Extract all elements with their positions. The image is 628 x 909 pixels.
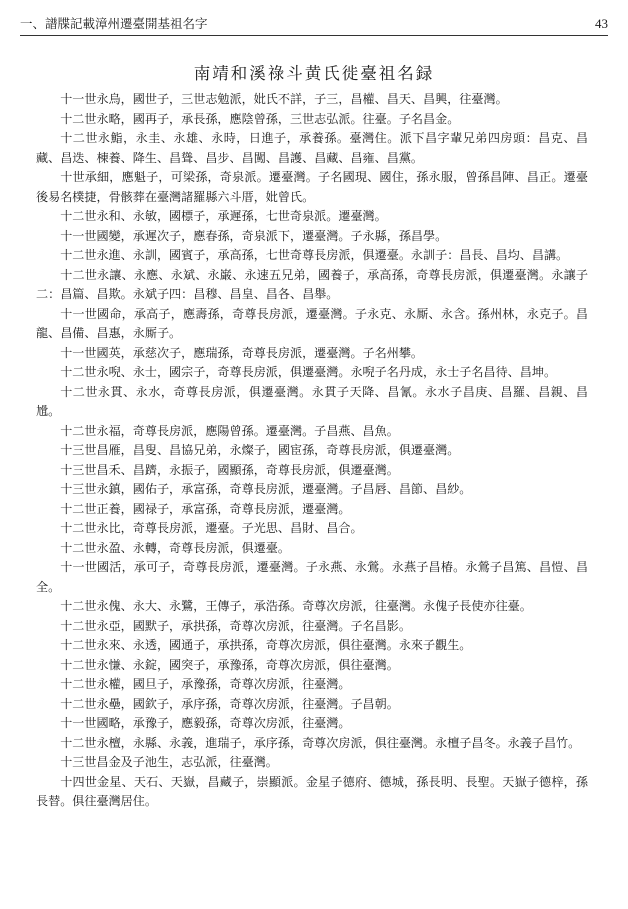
paragraph: 十二世永權，國旦子，承豫孫，奇尊次房派，往臺灣。 [60, 677, 351, 691]
paragraph: 十二世永傀、永大、永鷺，王傳子，承浩孫。奇尊次房派，往臺灣。永傀子長使亦往臺。 [60, 599, 532, 613]
paragraph: 十二世永貫、永水，奇尊長房派，俱遷臺灣。永貫子天降、昌氰。永水子昌庚、昌羅、昌親、昌尳。 [36, 384, 588, 418]
paragraph: 十一世國略，承豫子，應毅孫，奇尊次房派，往臺灣。 [60, 716, 351, 730]
paragraph: 十一世國變，承遲次子，應春孫，奇泉派下，遷臺灣。子永縣，孫昌學。 [60, 228, 448, 243]
paragraph: 十三世昌雁，昌叟、昌協兄弟，永燦子，國宦孫，奇尊長房派，俱遷臺灣。 [60, 443, 460, 457]
paragraph: 十二世永鮨，永圭、永雄、永時，日進子，承養孫。臺灣住。派下昌字輩兄弟四房頭：昌克、昌藏、昌迭、棟養、降生、昌聳、昌步、昌闖、昌護、昌藏、昌雍、昌黨。 [36, 131, 588, 165]
paragraph: 十二世永壘，國欽子，承序孫，奇尊次房派，往臺灣。子昌朝。 [60, 696, 399, 711]
genealogy-text [36, 90, 588, 869]
paragraph: 十二世永亞，國默子，承拱孫，奇尊次房派，往臺灣。子名昌影。 [60, 618, 411, 633]
paragraph: 十一世國命，承高子，應壽孫，奇尊長房派，遷臺灣。子永克、永厮、永含。孫州林，永克子。昌龍、昌備、昌惠，永厮子。 [36, 306, 588, 340]
paragraph: 十三世昌金及子池生，志弘派，往臺灣。 [60, 755, 278, 769]
paragraph: 十二世正養，國禄子，承富孫，奇尊長房派，遷臺灣。 [60, 501, 351, 516]
paragraph: 十二世永盈、永轉，奇尊長房派，俱遷臺。 [60, 540, 290, 555]
paragraph: 十四世金星、天石、天嶽，昌藏子，崇顯派。金星子德府、德城，孫長明、長聖。天嶽子德梓，孫長替。俱往臺灣居住。 [36, 774, 588, 808]
paragraph: 十一世國英，承慈次子，應瑞孫，奇尊長房派，遷臺灣。子名州攀。 [60, 345, 424, 360]
page-number: 43 [595, 16, 608, 31]
page-header [20, 12, 608, 36]
paragraph: 十二世永讓、永應、永斌、永巌、永速五兄弟，國養子，承高孫，奇尊長房派，俱遷臺灣。永讓子二：昌篇、昌欺。永斌子四：昌穆、昌皇、昌各、昌舉。 [36, 267, 588, 301]
paragraph: 十二世永福，奇尊長房派，應陽曾孫。遷臺灣。子昌燕、昌魚。 [60, 423, 399, 438]
paragraph: 十二世永進、永訓，國賓子，承高孫，七世奇尊長房派，俱遷臺。永訓子：昌長、昌均、昌講。 [60, 248, 569, 262]
paragraph: 十二世永比，奇尊長房派，遷臺。子光思、昌財、昌合。 [60, 521, 363, 535]
chapter-heading: 一、譜牒記載漳州遷臺開基祖名字 [20, 16, 208, 31]
paragraph: 十二世永慊、永錠，國突子，承豫孫，奇尊次房派，俱往臺灣。 [60, 657, 399, 672]
paragraph: 十二世永檀，永縣、永義，進瑞子，承序孫，奇尊次房派，俱往臺灣。永檀子昌冬。永義子昌竹。 [60, 735, 581, 750]
paragraph: 十二世永略，國再子，承長孫，應陰曾孫，三世志弘派。往臺。子名昌金。 [60, 111, 460, 126]
paragraph: 十三世昌禾、昌躋，永振子，國顯孫，奇尊長房派，俱遷臺灣。 [60, 462, 399, 477]
paragraph: 十二世永唲、永士，國宗子，奇尊長房派，俱遷臺灣。永唲子名丹成，永士子名昌待、昌坤。 [60, 365, 557, 379]
paragraph: 十二世永和、永敏，國標子，承遲孫，七世奇泉派。遷臺灣。 [60, 209, 387, 223]
paragraph: 十一世國活，承可子，奇尊長房派，遷臺灣。子永燕、永鶯。永燕子昌椿。永鶯子昌篤、昌愷、昌全。 [36, 560, 588, 594]
paragraph: 十三世永鎮，國佑子，承富孫，奇尊長房派，遷臺灣。子昌唇、昌節、昌紗。 [60, 482, 472, 496]
paragraph: 十二世永來、永透，國通子，承拱孫，奇尊次房派，俱往臺灣。永來子觀生。 [60, 638, 472, 652]
paragraph: 十世承細，應魁子，可梁孫，奇泉派。遷臺灣。子名國現、國住，孫永服，曾孫昌陣、昌正。遷臺後易名樸捷，骨骸葬在臺灣諸羅縣六斗厝，妣曾氏。 [36, 170, 588, 204]
section-title: 南靖和溪祿斗黄氏徙臺祖名録 [193, 64, 435, 83]
paragraph: 十一世永烏，國世子，三世志勉派，妣氏不詳，子三，昌權、昌天、昌興，往臺灣。 [60, 92, 508, 106]
